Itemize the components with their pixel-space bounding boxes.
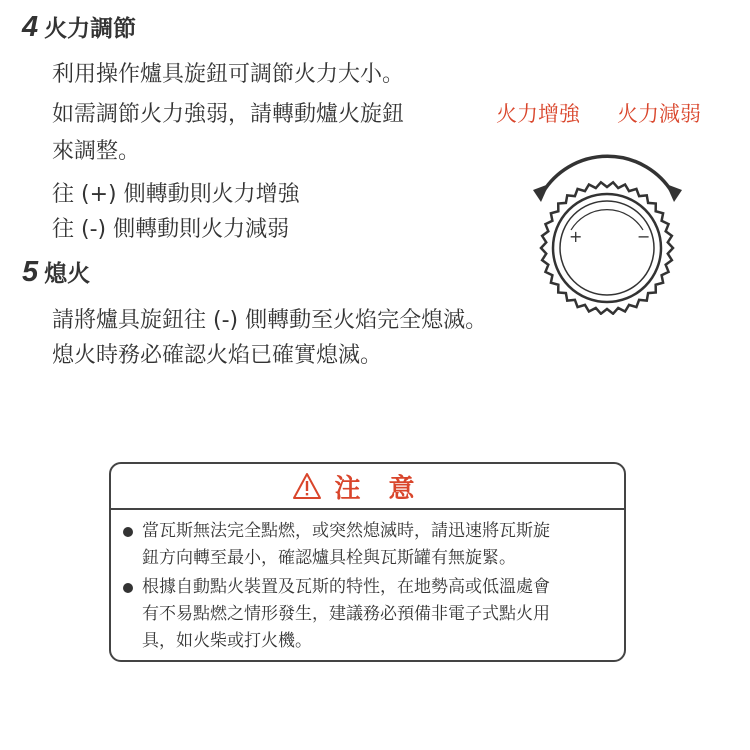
caution-title: 注意: [334, 473, 443, 504]
step-4-line: 往 (+) 側轉動則火力增強: [52, 182, 300, 207]
caution-header: [111, 464, 624, 510]
step-5-heading: [22, 255, 90, 289]
label-decrease-flame: 火力減弱: [617, 102, 701, 126]
arrow-right-head-icon: [666, 184, 682, 202]
step-4-line: 如需調節火力強弱，請轉動爐火旋鈕: [52, 102, 405, 127]
caution-item-line: 有不易點燃之情形發生，建議務必預備非電子式點火用: [142, 604, 550, 624]
bullet-icon: [123, 527, 133, 537]
arrow-left-head-icon: [533, 184, 549, 202]
bullet-icon: [123, 583, 133, 593]
caution-item-line: 具，如火柴或打火機。: [142, 631, 312, 651]
step-title: 熄火: [44, 261, 91, 287]
step-5-line: 請將爐具旋鈕往 (-) 側轉動至火焰完全熄滅。: [52, 308, 488, 333]
stove-knob-illustration: [525, 150, 690, 315]
caution-list: [111, 510, 624, 655]
step-5-line: 熄火時務必確認火焰已確實熄滅。: [52, 343, 383, 368]
step-4-line: 來調整。: [52, 139, 141, 164]
step-title: 火力調節: [44, 16, 137, 42]
caution-item: [123, 574, 610, 655]
warning-triangle-icon: [292, 472, 322, 500]
caution-item-line: 根據自動點火裝置及瓦斯的特性，在地勢高或低溫處會: [142, 577, 550, 597]
caution-item-line: 當瓦斯無法完全點燃，或突然熄滅時，請迅速將瓦斯旋: [142, 521, 550, 541]
knob-minus-mark: −: [637, 227, 651, 246]
caution-box: [109, 462, 626, 662]
caution-item: [123, 518, 610, 572]
step-number: 5: [22, 256, 39, 288]
step-4-heading: [22, 10, 136, 44]
label-increase-flame: 火力增強: [496, 102, 580, 126]
caution-item-line: 鈕方向轉至最小，確認爐具栓與瓦斯罐有無旋緊。: [142, 548, 516, 568]
step-4-line: 往 (-) 側轉動則火力減弱: [52, 217, 290, 242]
step-number: 4: [22, 11, 39, 43]
step-4-line: 利用操作爐具旋鈕可調節火力大小。: [52, 62, 405, 87]
knob-plus-mark: +: [569, 227, 583, 246]
